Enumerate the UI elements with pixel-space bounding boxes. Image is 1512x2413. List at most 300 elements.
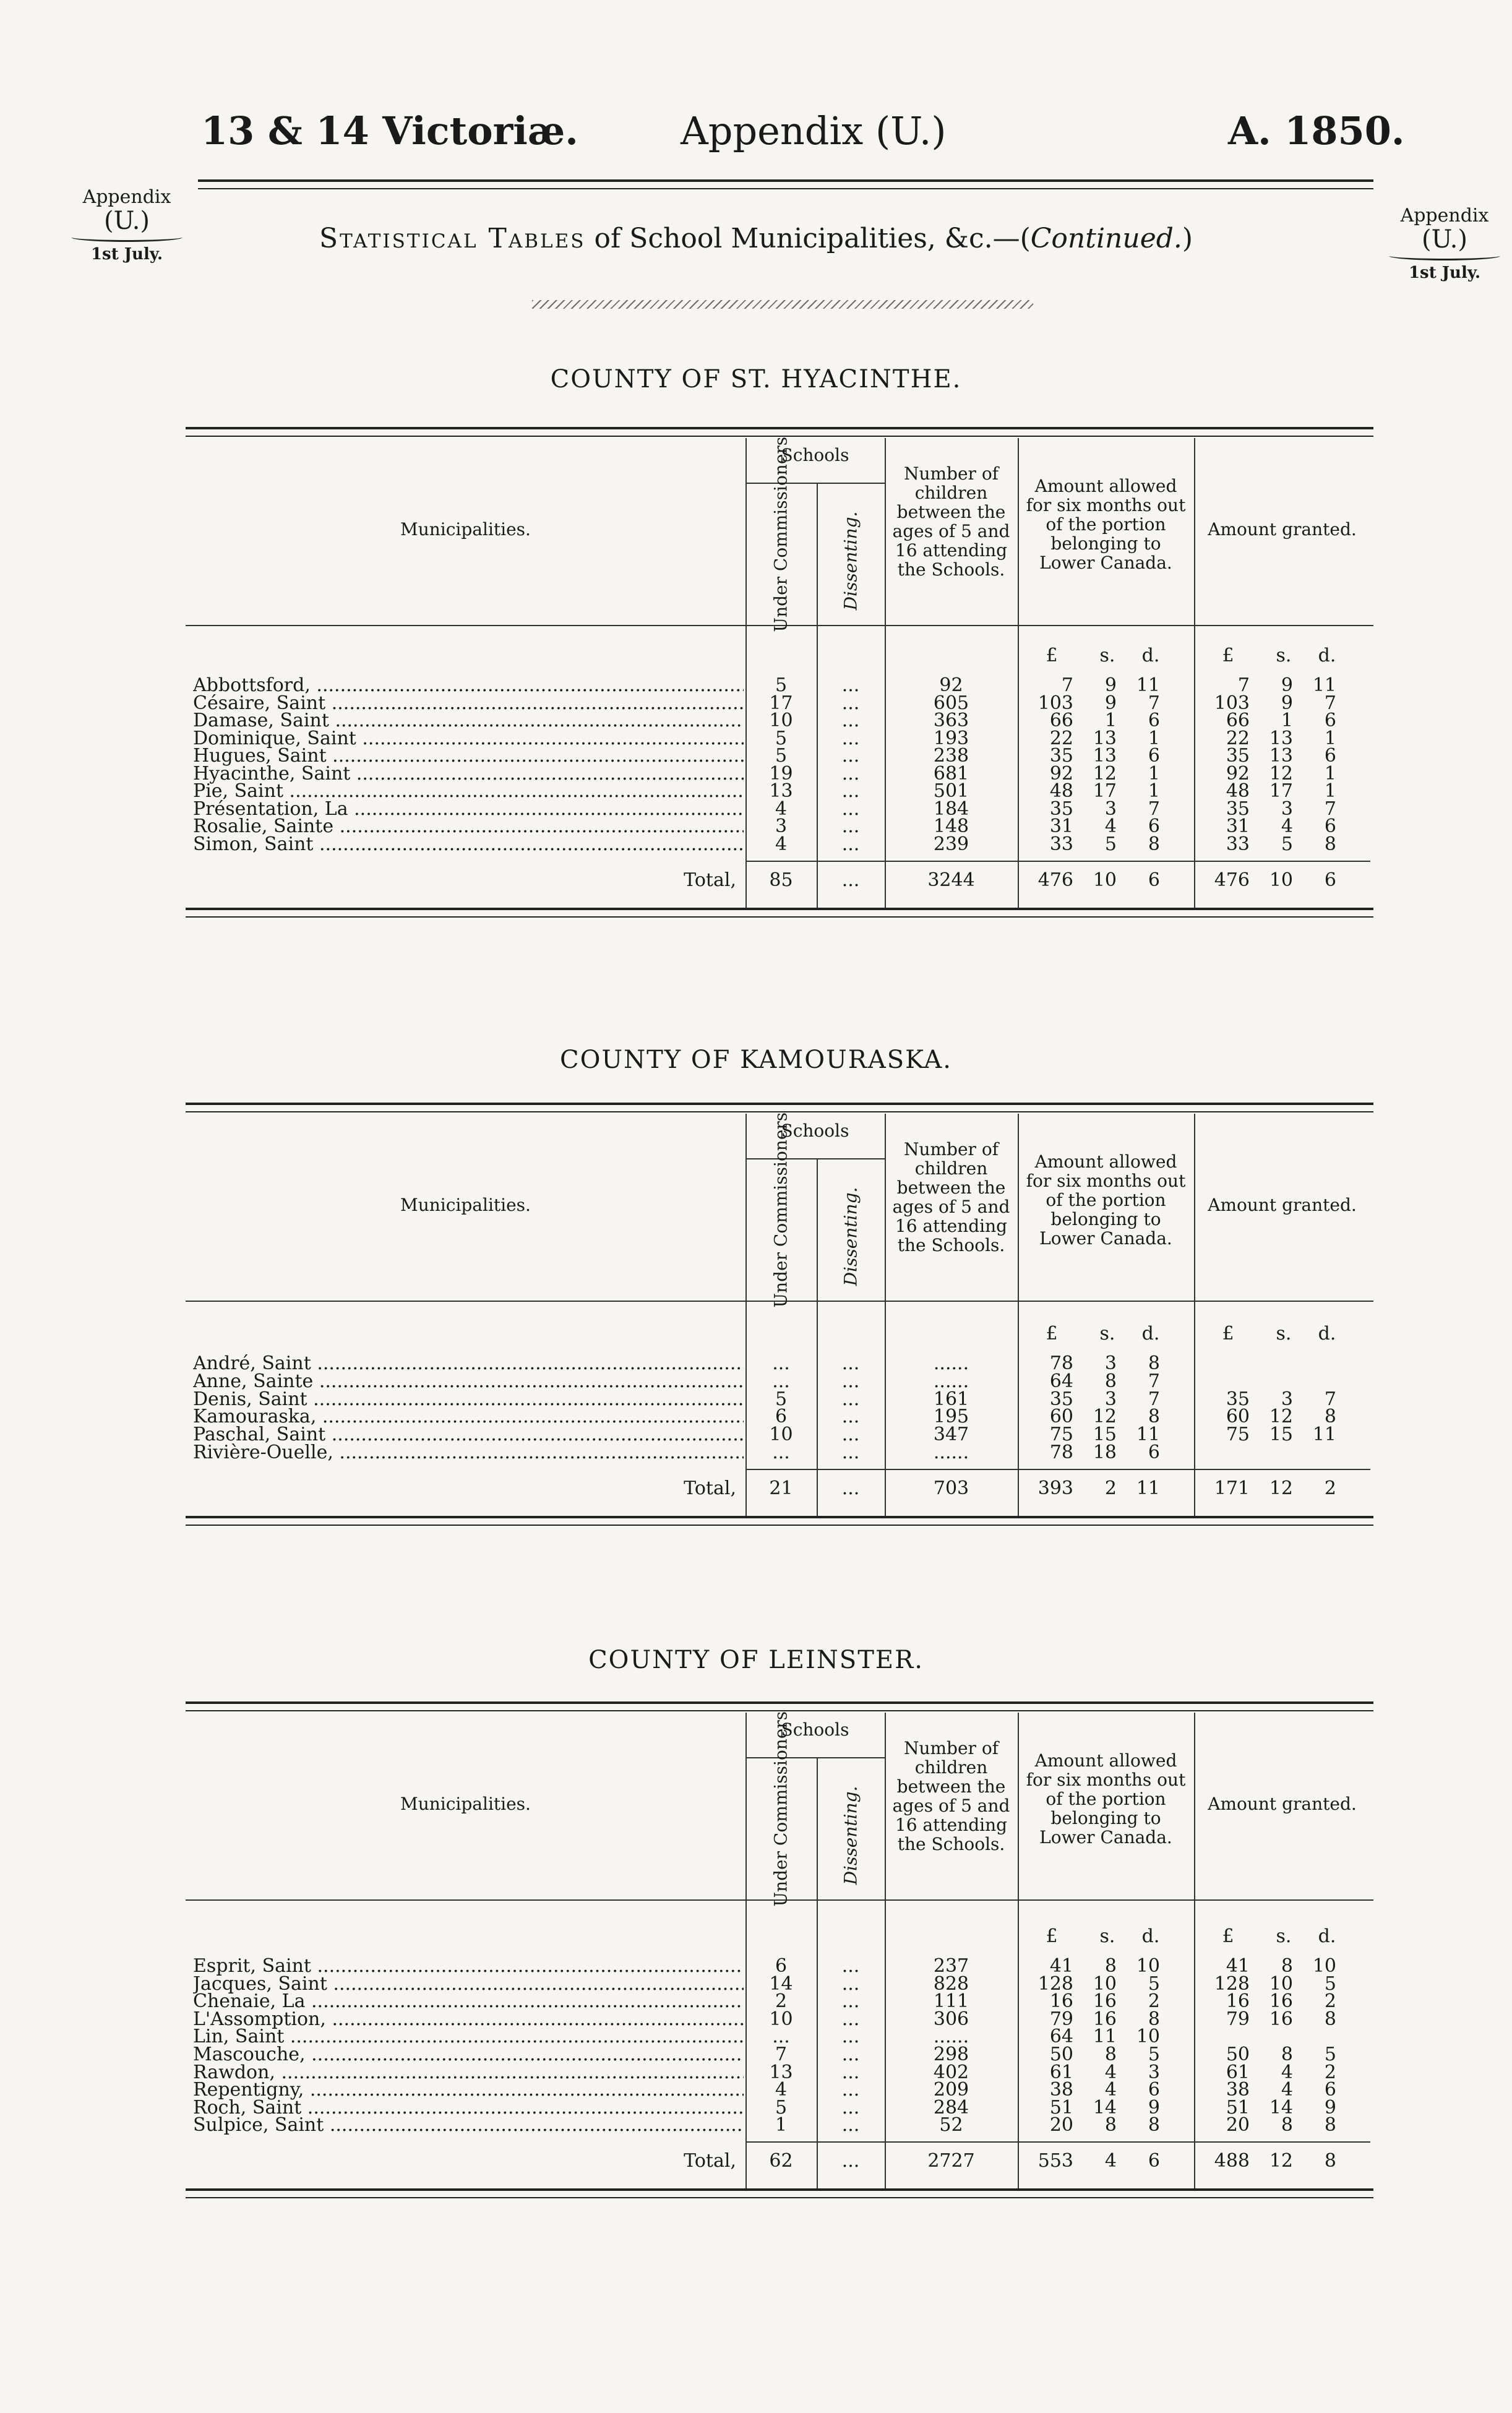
total-rule xyxy=(745,2141,1370,2143)
total-granted-shill: 10 xyxy=(1269,869,1293,891)
currency-header-pence: d. xyxy=(1141,1925,1160,1947)
under-commissioners: ... xyxy=(772,1353,790,1374)
amount-allowed-pence: 6 xyxy=(1148,2079,1160,2101)
currency-header-pence: d. xyxy=(1141,1323,1160,1344)
dissenting: ... xyxy=(841,798,860,820)
children-count: 161 xyxy=(933,1388,969,1410)
dissenting: ... xyxy=(841,1955,860,1977)
currency-header-pence: d. xyxy=(1141,645,1160,666)
under-commissioners: 13 xyxy=(769,780,793,802)
municipality-name: Dominique, Saint ..... xyxy=(193,728,744,750)
col-header-allowed: Amount allowed for six months out of the portion belonging to Lower Canada. xyxy=(1026,476,1186,573)
amount-allowed-shill: 10 xyxy=(1093,1972,1117,1995)
dissenting: ... xyxy=(841,2114,860,2136)
currency-header-pence: d. xyxy=(1318,1925,1336,1947)
total-allowed-pence: 11 xyxy=(1136,1477,1160,1499)
under-commissioners: 7 xyxy=(775,2044,788,2065)
amount-allowed-pence: 10 xyxy=(1136,2026,1160,2048)
amount-allowed-pound: 66 xyxy=(1049,710,1073,731)
currency-header-pound: £ xyxy=(1222,1323,1234,1344)
col-header-granted: Amount granted. xyxy=(1208,519,1357,540)
municipality-name: Mascouche, ..... xyxy=(193,2044,744,2066)
amount-allowed-pence: 1 xyxy=(1148,780,1160,802)
dissenting: ... xyxy=(841,815,860,837)
amount-granted-shill: 5 xyxy=(1281,833,1293,855)
total-allowed-pound: 476 xyxy=(1037,869,1073,891)
amount-allowed-pence: 7 xyxy=(1148,692,1160,714)
amount-granted-pence: 8 xyxy=(1324,2114,1336,2136)
under-commissioners: 19 xyxy=(769,762,793,785)
column-divider xyxy=(1194,438,1195,908)
children-count: 306 xyxy=(933,2008,969,2030)
amount-allowed-pence: 9 xyxy=(1148,2096,1160,2118)
amount-granted-shill: 17 xyxy=(1269,780,1293,802)
column-divider xyxy=(1018,438,1019,908)
municipality-name: Simon, Saint ..... xyxy=(193,833,744,856)
amount-allowed-pound: 92 xyxy=(1049,762,1073,785)
amount-granted-pence: 1 xyxy=(1324,727,1336,749)
under-commissioners: 3 xyxy=(775,815,788,837)
amount-allowed-shill: 8 xyxy=(1104,1955,1117,1977)
col-header-dissenting: Dissenting. xyxy=(840,1786,861,1885)
col-header-schools: Schools xyxy=(781,1120,849,1141)
amount-granted-pound: 79 xyxy=(1226,2008,1250,2030)
currency-header-shill: s. xyxy=(1276,1323,1292,1344)
currency-header-pence: d. xyxy=(1318,645,1336,666)
amount-granted-shill: 14 xyxy=(1269,2096,1293,2118)
amount-allowed-pence: 1 xyxy=(1148,762,1160,785)
children-count: 238 xyxy=(933,745,969,767)
amount-granted-pound: 66 xyxy=(1226,710,1250,731)
amount-allowed-shill: 12 xyxy=(1093,762,1117,785)
col-header-children: Number of children between the ages of 5 and 16 attending the Schools. xyxy=(892,1139,1010,1255)
col-header-schools: Schools xyxy=(781,445,849,465)
dissenting: ... xyxy=(841,745,860,767)
amount-allowed-pence: 8 xyxy=(1148,1406,1160,1428)
children-count: 828 xyxy=(933,1972,969,1995)
amount-allowed-pence: 3 xyxy=(1148,2061,1160,2083)
amount-allowed-pound: 78 xyxy=(1049,1442,1073,1463)
amount-allowed-pound: 38 xyxy=(1049,2079,1073,2101)
amount-granted-pence: 6 xyxy=(1324,815,1336,837)
amount-allowed-pence: 8 xyxy=(1148,2008,1160,2030)
amount-granted-shill: 12 xyxy=(1269,762,1293,785)
children-count: 92 xyxy=(939,674,963,696)
amount-granted-pound: 22 xyxy=(1226,727,1250,749)
total-label: Total, xyxy=(684,1477,736,1499)
under-commissioners: 4 xyxy=(775,2079,788,2101)
amount-granted-shill: 4 xyxy=(1281,2079,1293,2101)
children-count: 605 xyxy=(933,692,969,714)
col-header-municipalities: Municipalities. xyxy=(400,1195,531,1215)
amount-granted-pound: 35 xyxy=(1226,798,1250,820)
dissenting: ... xyxy=(841,2008,860,2030)
municipality-name: Rosalie, Sainte ..... xyxy=(193,815,744,838)
total-children: 2727 xyxy=(927,2150,975,2172)
amount-granted-pound: 103 xyxy=(1214,692,1250,714)
total-allowed-pence: 6 xyxy=(1148,2150,1160,2172)
under-commissioners: ... xyxy=(772,1442,790,1463)
total-children: 3244 xyxy=(927,869,975,891)
municipality-name: Rivière-Ouelle, ..... xyxy=(193,1442,744,1464)
amount-granted-pound: 33 xyxy=(1226,833,1250,855)
amount-allowed-shill: 5 xyxy=(1104,833,1117,855)
amount-allowed-shill: 14 xyxy=(1093,2096,1117,2118)
municipality-name: Hyacinthe, Saint ..... xyxy=(193,763,744,785)
amount-granted-pound: 35 xyxy=(1226,745,1250,767)
amount-allowed-pence: 6 xyxy=(1148,1442,1160,1463)
county-title: COUNTY OF LEINSTER. xyxy=(588,1646,924,1674)
municipality-name: Kamouraska, ..... xyxy=(193,1406,744,1428)
municipality-name: Présentation, La ..... xyxy=(193,798,744,820)
total-children: 703 xyxy=(933,1477,969,1499)
total-under: 85 xyxy=(769,869,793,891)
currency-header-pound: £ xyxy=(1046,1323,1058,1344)
amount-allowed-shill: 4 xyxy=(1104,2079,1117,2101)
col-header-children: Number of children between the ages of 5 and 16 attending the Schools. xyxy=(892,463,1010,580)
children-count: 195 xyxy=(933,1406,969,1428)
municipality-name: Hugues, Saint ..... xyxy=(193,745,744,767)
total-under: 62 xyxy=(769,2150,793,2172)
amount-allowed-shill: 16 xyxy=(1093,1990,1117,2013)
municipality-name: Abbottsford, ..... xyxy=(193,674,744,697)
municipality-name: Pie, Saint ..... xyxy=(193,780,744,802)
amount-granted-shill: 4 xyxy=(1281,2061,1293,2083)
children-count: ...... xyxy=(933,1370,969,1392)
amount-allowed-shill: 16 xyxy=(1093,2008,1117,2030)
col-header-dissenting: Dissenting. xyxy=(840,511,861,611)
amount-allowed-pence: 11 xyxy=(1136,1424,1160,1446)
municipality-name: Sulpice, Saint ..... xyxy=(193,2114,744,2136)
amount-allowed-shill: 4 xyxy=(1104,2061,1117,2083)
header-year: A. 1850. xyxy=(1228,108,1405,153)
header-rule xyxy=(198,179,1373,189)
col-header-under: Under Commissioners xyxy=(770,436,791,632)
total-rule xyxy=(745,1469,1370,1470)
dissenting: ... xyxy=(841,1388,860,1410)
children-count: 239 xyxy=(933,833,969,855)
col-header-dissenting: Dissenting. xyxy=(840,1187,861,1286)
dissenting: ... xyxy=(841,1442,860,1463)
amount-allowed-shill: 8 xyxy=(1104,2114,1117,2136)
amount-granted-shill: 13 xyxy=(1269,745,1293,767)
amount-granted-pound: 31 xyxy=(1226,815,1250,837)
currency-header-shill: s. xyxy=(1099,1925,1115,1947)
total-label: Total, xyxy=(684,869,736,891)
under-commissioners: 17 xyxy=(769,692,793,714)
dissenting: ... xyxy=(841,762,860,785)
dissenting: ... xyxy=(841,780,860,802)
total-granted-pound: 488 xyxy=(1214,2150,1250,2172)
total-dissenting: ... xyxy=(841,869,860,891)
total-granted-shill: 12 xyxy=(1269,1477,1293,1499)
municipality-name: Paschal, Saint ..... xyxy=(193,1424,744,1446)
total-dissenting: ... xyxy=(841,2150,860,2172)
amount-allowed-pence: 6 xyxy=(1148,710,1160,731)
total-granted-pence: 8 xyxy=(1324,2150,1336,2172)
amount-granted-pence: 8 xyxy=(1324,1406,1336,1428)
column-divider xyxy=(1018,1114,1019,1516)
amount-granted-shill: 12 xyxy=(1269,1406,1293,1428)
amount-allowed-pound: 103 xyxy=(1037,692,1073,714)
amount-granted-pence: 8 xyxy=(1324,833,1336,855)
currency-header-shill: s. xyxy=(1099,1323,1115,1344)
under-commissioners: ... xyxy=(772,1370,790,1392)
total-dissenting: ... xyxy=(841,1477,860,1499)
amount-allowed-shill: 3 xyxy=(1104,1353,1117,1374)
amount-granted-pence: 7 xyxy=(1324,1388,1336,1410)
amount-granted-shill: 9 xyxy=(1281,674,1293,696)
col-header-allowed: Amount allowed for six months out of the portion belonging to Lower Canada. xyxy=(1026,1151,1186,1249)
amount-granted-shill: 3 xyxy=(1281,1388,1293,1410)
children-count: 501 xyxy=(933,780,969,802)
amount-allowed-shill: 13 xyxy=(1093,745,1117,767)
amount-allowed-pound: 79 xyxy=(1049,2008,1073,2030)
dissenting: ... xyxy=(841,2061,860,2083)
amount-allowed-pence: 5 xyxy=(1148,2044,1160,2065)
under-commissioners: 5 xyxy=(775,727,788,749)
amount-granted-pence: 6 xyxy=(1324,2079,1336,2101)
dissenting: ... xyxy=(841,1424,860,1446)
table-top-rule xyxy=(186,427,1373,437)
amount-allowed-pound: 33 xyxy=(1049,833,1073,855)
amount-allowed-pound: 22 xyxy=(1049,727,1073,749)
column-divider xyxy=(1194,1114,1195,1516)
amount-granted-pence: 1 xyxy=(1324,780,1336,802)
currency-header-shill: s. xyxy=(1276,1925,1292,1947)
amount-granted-pound: 7 xyxy=(1237,674,1250,696)
amount-allowed-shill: 11 xyxy=(1093,2026,1117,2048)
amount-granted-pence: 7 xyxy=(1324,798,1336,820)
total-allowed-pound: 553 xyxy=(1037,2150,1073,2172)
children-count: 237 xyxy=(933,1955,969,1977)
amount-granted-shill: 16 xyxy=(1269,1990,1293,2013)
side-note-left: Appendix (U.) 1st July. xyxy=(71,186,183,266)
under-commissioners: 2 xyxy=(775,1990,788,2013)
total-allowed-shill: 10 xyxy=(1093,869,1117,891)
amount-allowed-shill: 8 xyxy=(1104,2044,1117,2065)
under-commissioners: ... xyxy=(772,2026,790,2048)
municipality-name: André, Saint ..... xyxy=(193,1353,744,1375)
municipality-name: Repentigny, ..... xyxy=(193,2079,744,2101)
dissenting: ... xyxy=(841,1972,860,1995)
amount-allowed-pound: 51 xyxy=(1049,2096,1073,2118)
children-count: 681 xyxy=(933,762,969,785)
amount-allowed-pence: 11 xyxy=(1136,674,1160,696)
municipality-name: Rawdon, ..... xyxy=(193,2062,744,2084)
children-count: 402 xyxy=(933,2061,969,2083)
total-granted-shill: 12 xyxy=(1269,2150,1293,2172)
amount-allowed-pound: 20 xyxy=(1049,2114,1073,2136)
under-commissioners: 10 xyxy=(769,2008,793,2030)
dissenting: ... xyxy=(841,2096,860,2118)
amount-allowed-pence: 8 xyxy=(1148,1353,1160,1374)
amount-allowed-pence: 8 xyxy=(1148,2114,1160,2136)
children-count: ...... xyxy=(933,1353,969,1374)
under-commissioners: 1 xyxy=(775,2114,788,2136)
amount-allowed-pence: 7 xyxy=(1148,798,1160,820)
amount-granted-pence: 8 xyxy=(1324,2008,1336,2030)
amount-granted-pence: 11 xyxy=(1312,674,1336,696)
county-title: COUNTY OF ST. HYACINTHE. xyxy=(550,365,962,394)
amount-allowed-shill: 17 xyxy=(1093,780,1117,802)
dissenting: ... xyxy=(841,2044,860,2065)
amount-allowed-pence: 6 xyxy=(1148,815,1160,837)
total-granted-pence: 2 xyxy=(1324,1477,1336,1499)
amount-granted-shill: 13 xyxy=(1269,727,1293,749)
amount-granted-shill: 4 xyxy=(1281,815,1293,837)
col-header-municipalities: Municipalities. xyxy=(400,519,531,540)
amount-allowed-shill: 9 xyxy=(1104,674,1117,696)
amount-allowed-shill: 8 xyxy=(1104,1370,1117,1392)
dissenting: ... xyxy=(841,1370,860,1392)
amount-allowed-pound: 64 xyxy=(1049,1370,1073,1392)
table-top-rule xyxy=(186,1103,1373,1112)
under-commissioners: 4 xyxy=(775,833,788,855)
column-divider xyxy=(1194,1713,1195,2188)
amount-allowed-pence: 7 xyxy=(1148,1388,1160,1410)
dissenting: ... xyxy=(841,727,860,749)
amount-granted-pound: 48 xyxy=(1226,780,1250,802)
children-count: 52 xyxy=(939,2114,963,2136)
amount-allowed-pound: 75 xyxy=(1049,1424,1073,1446)
schools-subrule xyxy=(745,1757,885,1758)
amount-granted-pound: 51 xyxy=(1226,2096,1250,2118)
amount-granted-pound: 75 xyxy=(1226,1424,1250,1446)
amount-allowed-pence: 8 xyxy=(1148,833,1160,855)
children-count: 209 xyxy=(933,2079,969,2101)
total-granted-pence: 6 xyxy=(1324,869,1336,891)
currency-header-pence: d. xyxy=(1318,1323,1336,1344)
column-divider xyxy=(1018,1713,1019,2188)
col-header-granted: Amount granted. xyxy=(1208,1794,1357,1814)
amount-granted-pound: 61 xyxy=(1226,2061,1250,2083)
municipality-name: Césaire, Saint ..... xyxy=(193,692,744,715)
amount-allowed-pence: 7 xyxy=(1148,1370,1160,1392)
amount-allowed-pence: 10 xyxy=(1136,1955,1160,1977)
amount-allowed-shill: 3 xyxy=(1104,1388,1117,1410)
under-commissioners: 14 xyxy=(769,1972,793,1995)
amount-allowed-pence: 6 xyxy=(1148,745,1160,767)
amount-granted-pence: 10 xyxy=(1312,1955,1336,1977)
amount-allowed-pound: 64 xyxy=(1049,2026,1073,2048)
county-title: COUNTY OF KAMOURASKA. xyxy=(559,1046,953,1074)
amount-allowed-pound: 61 xyxy=(1049,2061,1073,2083)
table-bottom-rule xyxy=(186,2188,1373,2198)
children-count: ...... xyxy=(933,1442,969,1463)
amount-allowed-shill: 3 xyxy=(1104,798,1117,820)
amount-allowed-pound: 78 xyxy=(1049,1353,1073,1374)
amount-granted-pound: 41 xyxy=(1226,1955,1250,1977)
table-bottom-rule xyxy=(186,908,1373,918)
col-header-under: Under Commissioners xyxy=(770,1112,791,1308)
currency-header-shill: s. xyxy=(1099,645,1115,666)
dissenting: ... xyxy=(841,2079,860,2101)
table-top-rule xyxy=(186,1701,1373,1711)
amount-allowed-shill: 13 xyxy=(1093,727,1117,749)
header-appendix: Appendix (U.) xyxy=(681,108,947,153)
amount-granted-pound: 38 xyxy=(1226,2079,1250,2101)
municipality-name: Esprit, Saint ..... xyxy=(193,1955,744,1977)
schools-subrule xyxy=(745,1158,885,1159)
under-commissioners: 5 xyxy=(775,2096,788,2118)
municipality-name: Roch, Saint ..... xyxy=(193,2097,744,2119)
amount-granted-shill: 8 xyxy=(1281,2044,1293,2065)
amount-granted-pence: 1 xyxy=(1324,762,1336,785)
amount-granted-shill: 1 xyxy=(1281,710,1293,731)
total-rule xyxy=(745,861,1370,862)
under-commissioners: 6 xyxy=(775,1406,788,1428)
amount-granted-shill: 10 xyxy=(1269,1972,1293,1995)
dissenting: ... xyxy=(841,1990,860,2013)
col-header-children: Number of children between the ages of 5 and 16 attending the Schools. xyxy=(892,1738,1010,1854)
amount-granted-pound: 35 xyxy=(1226,1388,1250,1410)
children-count: 111 xyxy=(933,1990,969,2013)
municipality-name: Anne, Sainte ..... xyxy=(193,1370,744,1393)
table-bottom-rule xyxy=(186,1516,1373,1526)
amount-allowed-pound: 31 xyxy=(1049,815,1073,837)
amount-granted-pound: 128 xyxy=(1214,1972,1250,1995)
under-commissioners: 5 xyxy=(775,745,788,767)
children-count: 347 xyxy=(933,1424,969,1446)
amount-granted-pence: 2 xyxy=(1324,2061,1336,2083)
col-header-allowed: Amount allowed for six months out of the portion belonging to Lower Canada. xyxy=(1026,1750,1186,1847)
col-header-granted: Amount granted. xyxy=(1208,1195,1357,1215)
side-note-right: Appendix (U.) 1st July. xyxy=(1389,204,1500,285)
amount-allowed-pound: 128 xyxy=(1037,1972,1073,1995)
amount-granted-shill: 16 xyxy=(1269,2008,1293,2030)
municipality-name: Lin, Saint ..... xyxy=(193,2026,744,2048)
amount-allowed-shill: 4 xyxy=(1104,815,1117,837)
total-granted-pound: 476 xyxy=(1214,869,1250,891)
header-volume: 13 & 14 Victoriæ. xyxy=(201,108,578,153)
under-commissioners: 4 xyxy=(775,798,788,820)
children-count: 148 xyxy=(933,815,969,837)
amount-allowed-shill: 15 xyxy=(1093,1424,1117,1446)
amount-allowed-pound: 35 xyxy=(1049,745,1073,767)
total-allowed-pence: 6 xyxy=(1148,869,1160,891)
amount-allowed-shill: 18 xyxy=(1093,1442,1117,1463)
total-allowed-shill: 4 xyxy=(1104,2150,1117,2172)
ornament-divider xyxy=(532,300,1033,309)
children-count: 184 xyxy=(933,798,969,820)
dissenting: ... xyxy=(841,833,860,855)
amount-allowed-pence: 1 xyxy=(1148,727,1160,749)
col-header-under: Under Commissioners xyxy=(770,1711,791,1907)
amount-granted-pence: 9 xyxy=(1324,2096,1336,2118)
amount-granted-pound: 92 xyxy=(1226,762,1250,785)
currency-header-pound: £ xyxy=(1046,1925,1058,1947)
amount-allowed-pound: 41 xyxy=(1049,1955,1073,1977)
col-header-municipalities: Municipalities. xyxy=(400,1794,531,1814)
dissenting: ... xyxy=(841,2026,860,2048)
amount-allowed-pence: 5 xyxy=(1148,1972,1160,1995)
children-count: 363 xyxy=(933,710,969,731)
amount-allowed-shill: 9 xyxy=(1104,692,1117,714)
total-granted-pound: 171 xyxy=(1214,1477,1250,1499)
municipality-name: Denis, Saint ..... xyxy=(193,1388,744,1411)
amount-granted-pence: 11 xyxy=(1312,1424,1336,1446)
total-allowed-shill: 2 xyxy=(1104,1477,1117,1499)
amount-granted-pence: 7 xyxy=(1324,692,1336,714)
dissenting: ... xyxy=(841,1406,860,1428)
under-commissioners: 13 xyxy=(769,2061,793,2083)
total-allowed-pound: 393 xyxy=(1037,1477,1073,1499)
municipality-name: Jacques, Saint ..... xyxy=(193,1973,744,1995)
schools-subrule xyxy=(745,483,885,484)
under-commissioners: 5 xyxy=(775,1388,788,1410)
dissenting: ... xyxy=(841,692,860,714)
